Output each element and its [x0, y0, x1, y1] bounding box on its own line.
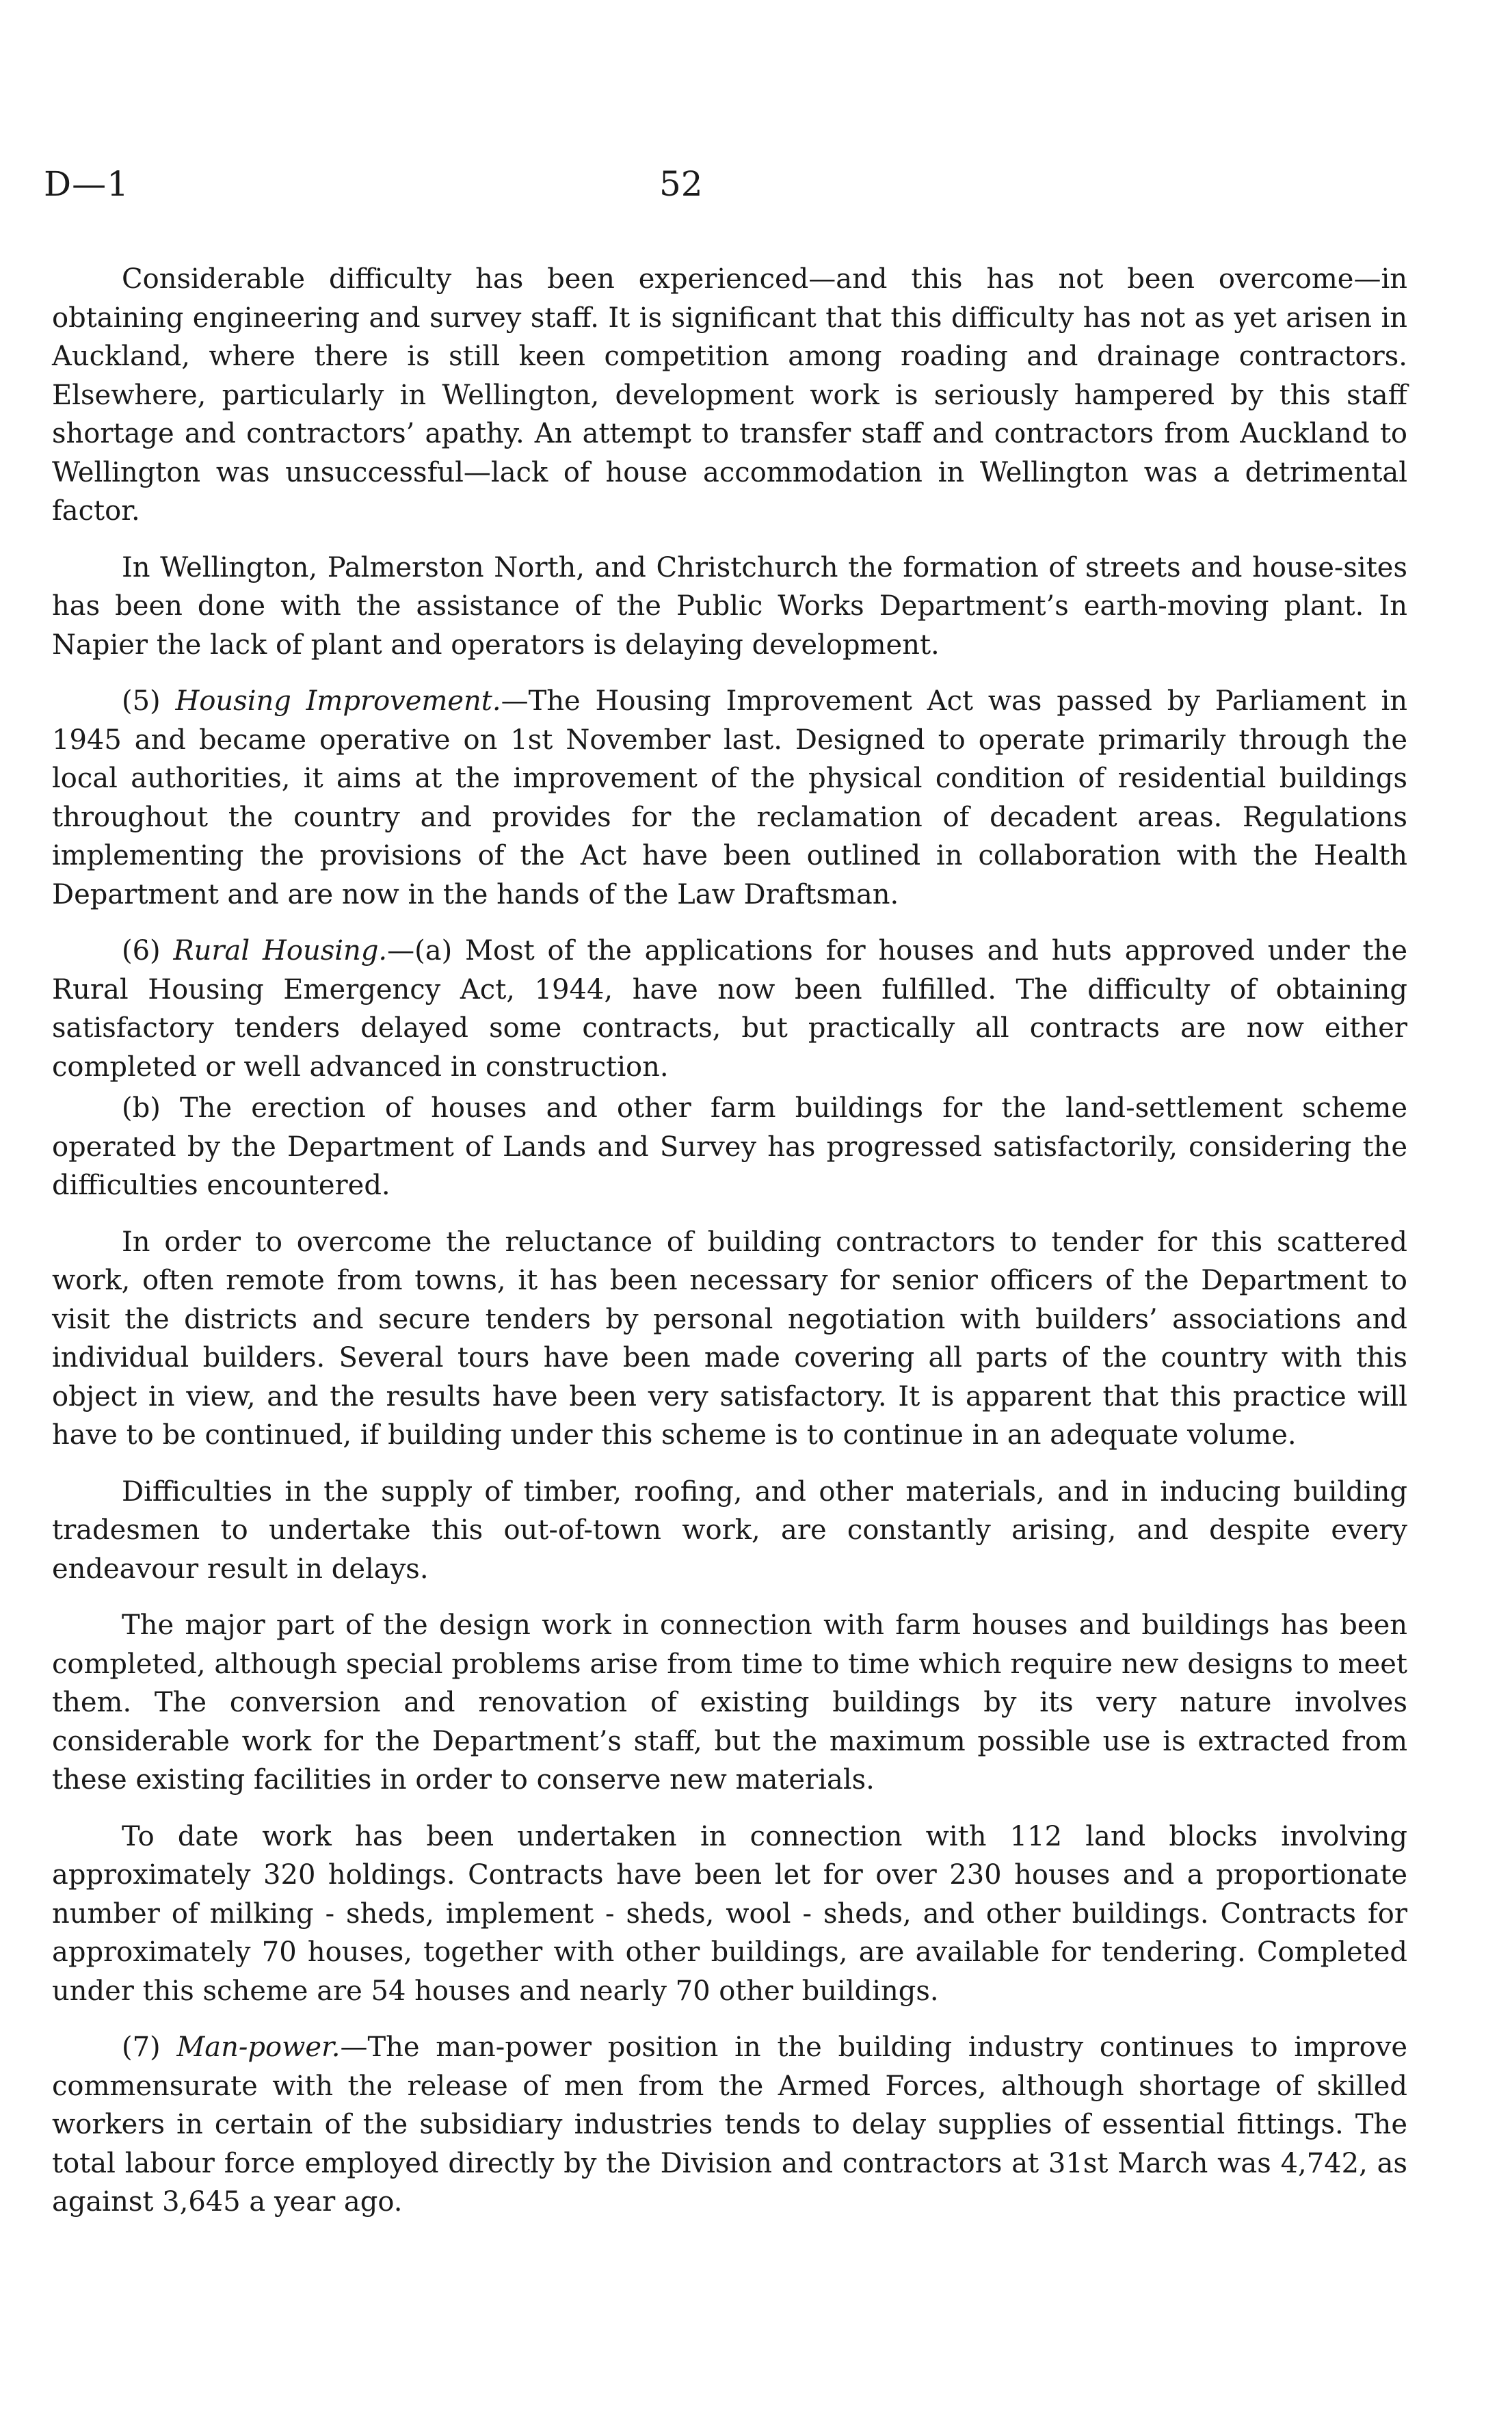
paragraph-text: To date work has been undertaken in connection with 112 land blocks involving approximately 320 holdings. Contracts have been let for over 230 houses and a proportionate number of milking - sheds, implement - sheds, wool - sheds, and other buildings. Contracts for approximately 70 houses, together with other buildings, are available for tendering. Completed under this scheme are 54 houses and nearly 70 other buildings.	[52, 1820, 1407, 2007]
paragraph-text: Most of the applications for houses and huts approved under the Rural Housing Emergency Act, 1944, have now been fulfilled. The difficulty of obtaining satisfactory tenders delayed some contracts, but practically all contracts are now either completed or well advanced in construction.	[52, 935, 1408, 1083]
paragraph-rural-housing-b	[52, 1089, 1407, 1205]
paragraph-text: Considerable difficulty has been experienced—and this has not been overcome—in obtaining engineering and survey staff. It is significant that this difficulty has not as yet arisen in Auckland, where there is still keen competition among roading and drainage contractors. Elsewhere, particularly in Wellington, development work is seriously hampered by this staff shortage and contractors’ apathy. An attempt to transfer staff and contractors from Auckland to Wellington was unsuccessful—lack of house accommodation in Wellington was a detrimental factor.	[52, 263, 1407, 527]
paragraph-supply-difficulties	[52, 1473, 1407, 1589]
paragraph-housing-improvement	[52, 682, 1407, 914]
body-text	[52, 260, 1407, 2239]
paragraph-text: —The Housing Improvement Act was passed by Parliament in 1945 and became operative on 1st November last. Designed to operate primarily through the local authorities, it aims at the improvement of the physical condition of residential buildings throughout the country and provides for the reclamation of decadent areas. Regulations implementing the provisions of the Act have been outlined in collaboration with the Health Department and are now in the hands of the Law Draftsman.	[52, 685, 1408, 910]
paragraph-text: The major part of the design work in connection with farm houses and buildings has been completed, although special problems arise from time to time which require new designs to meet them. The conversion and renovation of existing buildings by its very nature involves considerable work for the Department’s staff, but the maximum possible use is extracted from these existing facilities in order to conserve new materials.	[52, 1609, 1407, 1796]
subsection-marker: (b)	[122, 1092, 161, 1124]
paragraph-text: In Wellington, Palmerston North, and Christchurch the formation of streets and house-sites has been done with the assistance of the Public Works Department’s earth-moving plant. In Napier the lack of plant and operators is delaying development.	[52, 551, 1407, 661]
paragraph-earth-moving	[52, 549, 1407, 665]
paragraph-engineering-staff	[52, 260, 1407, 531]
subsection-marker: —(a)	[387, 935, 453, 967]
paragraph-text: —The man-power position in the building industry continues to improve commensurate with the release of men from the Armed Forces, although shortage of skilled workers in certain of the subsidiary industries tends to delay supplies of essential fittings. The total labour force employed directly by the Division and contractors at 31st March was 4,742, as against 3,645 a year ago.	[52, 2032, 1408, 2218]
page-header	[44, 164, 1411, 219]
paragraph-man-power	[52, 2028, 1407, 2222]
paragraph-rural-housing-a	[52, 932, 1407, 1086]
section-heading: Man-power.	[176, 2032, 341, 2063]
paragraph-contractor-reluctance	[52, 1223, 1407, 1455]
page-number: 52	[659, 164, 703, 204]
section-heading: Housing Improvement.	[175, 685, 501, 717]
document-code: D—1	[44, 164, 129, 204]
section-heading: Rural Housing.	[173, 935, 388, 967]
paragraph-design-work	[52, 1606, 1407, 1800]
section-number: (7)	[122, 2032, 177, 2063]
paragraph-text: In order to overcome the reluctance of building contractors to tender for this scattered work, often remote from towns, it has been necessary for senior officers of the Department to visit the districts and secure tenders by personal negotiation with builders’ associations and individual builders. Several tours have been made covering all parts of the country with this object in view, and the results have been very satisfactory. It is apparent that this practice will have to be continued, if building under this scheme is to continue in an adequate volume.	[52, 1226, 1407, 1451]
paragraph-text: Difficulties in the supply of timber, roofing, and other materials, and in inducing building tradesmen to undertake this out-of-town work, are constantly arising, and despite every endeavour result in delays.	[52, 1475, 1407, 1585]
paragraph-land-blocks	[52, 1817, 1407, 2011]
section-number: (5)	[122, 685, 176, 717]
paragraph-text: The erection of houses and other farm buildings for the land-settlement scheme operated by the Department of Lands and Survey has progressed satisfactorily, considering the difficulties encountered.	[52, 1092, 1407, 1201]
section-number: (6)	[122, 935, 174, 967]
